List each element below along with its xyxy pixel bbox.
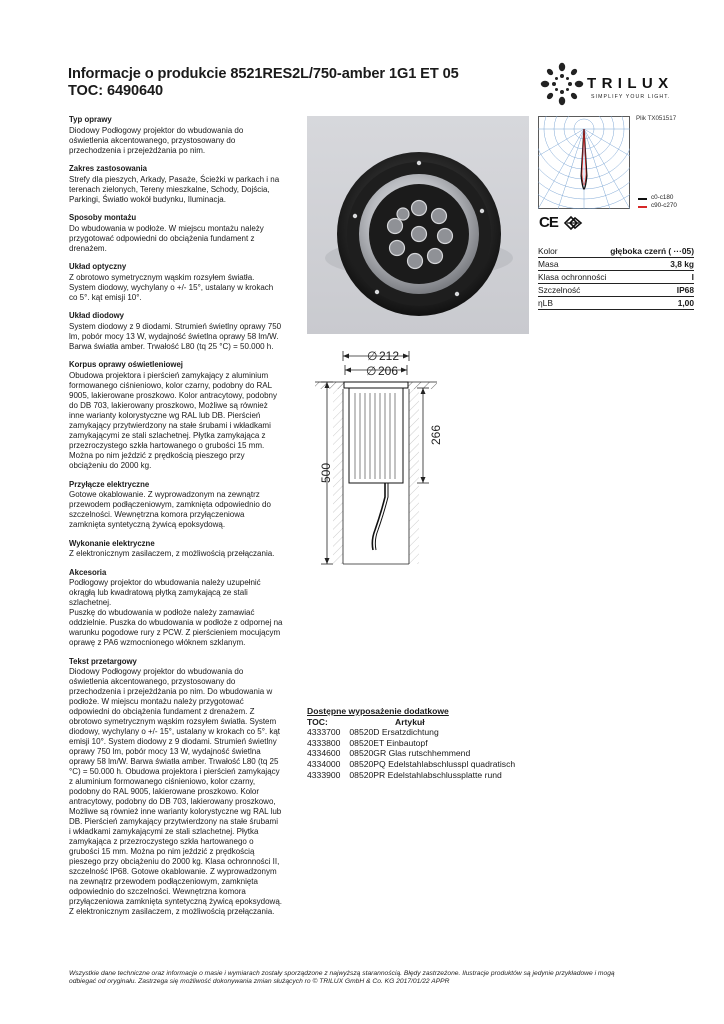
section-heading: Wykonanie elektryczne <box>69 538 155 548</box>
section-heading: Korpus oprawy oświetleniowej <box>69 360 183 370</box>
spec-row-color <box>538 245 694 258</box>
spec-label: Masa <box>538 259 559 269</box>
spec-value: 1,00 <box>677 298 694 308</box>
title-line-toc: TOC: 6490640 <box>68 83 164 99</box>
product-description <box>69 115 301 926</box>
spec-value: I <box>691 272 694 282</box>
accessory-row: 4334000 08520PQ Edelstahlabschlusspl quadratisch <box>307 758 516 769</box>
section-uklad-optyczny <box>69 262 301 303</box>
dim-diameter-symbol-inner: ∅ <box>366 364 377 378</box>
spec-row-protection-class <box>538 271 694 284</box>
dim-total-height: 500 <box>319 462 333 483</box>
section-text: Z elektronicznym zasilaczem, z możliwością przełączania. <box>69 549 275 559</box>
legend-item-c0-c180: c0-c180 <box>638 194 677 202</box>
section-wykonanie-elektryczne <box>69 539 301 560</box>
spec-value: 3,8 kg <box>670 259 694 269</box>
spec-row-ip-rating <box>538 284 694 297</box>
dim-inner-diameter: 206 <box>378 364 399 378</box>
col-article-header: Artykuł <box>395 716 425 727</box>
photometric-file-label: Plik TX051517 <box>636 115 677 122</box>
section-heading: Tekst przetargowy <box>69 656 137 666</box>
section-heading: Sposoby montażu <box>69 213 137 223</box>
dimension-drawing <box>305 345 525 580</box>
legend-item-c90-c270: c90-c270 <box>638 202 677 210</box>
section-text: Diodowy Podłogowy projektor do wbudowania do oświetlenia akcentowanego, przystosowany do przechodzenia i przejeżdżania po nim. Do wbudowania w podłoże. W miejscu montażu należy przygotować odpowiedni do obciążenia fundament z drenażem. Z obrotowo symetrycznym wąskim rozsyłem światła. System diodowy, wychylany o +/- 15°, ustalany w krokach co 5°. kąt emisji 10°. System diodowy z 9 diodami. Strumień świetlny oprawy 750 lm, pobór mocy 13 W, wydajność świetlna oprawy 58 lm/W. Barwa światła amber. Trwałość L80 (tq 25 °C) = 50.000 h. Obudowa projektora i pierścień zamykający z aluminium formowanego ciśnieniowo, kolor czarny, podobny do RAL 9005, lakierowane proszkowo. Kolor antracytowy, podobny do DB 703, lakierowany proszkowo, Możliwe są również inne warianty kolorystyczne wg RAL lub DB. Pierścień zamykający przytwierdzony na stałe śrubami i wkładkami zamykającymi ze stali szlachetnej. Płytka zamykająca z przezroczystego szkła hartowanego o grubości 15 mm. Można po nim jeździć z prędkością pieszego przy obciążeniu do 2000 kg. Klasa ochronności II, szczelność IP68. Gotowe okablowanie. Z wyprowadzonym na zewnątrz przewodem podłączeniowym, zamknięta odpowiednio do szczelności. Wewnętrzna komora przyłączeniowa zamknięta syntetyczną żywicą epoksydową. Z elektronicznym zasilaczem, z możliwością przełączania. <box>69 667 282 917</box>
footer-line: Wszystkie dane techniczne oraz informacje o masie i wymiarach zostały sporządzone z najwyższą starannością. Błędy zastrzeżone. Ilustracje produktów są jedynie przykładowe i mogą <box>69 970 615 977</box>
section-heading: Układ diodowy <box>69 311 125 321</box>
spec-label: Kolor <box>538 246 558 256</box>
accessory-row: 4334600 08520GR Glas rutschhemmend <box>307 748 471 759</box>
section-akcesoria <box>69 568 301 649</box>
section-heading: Układ optyczny <box>69 262 127 272</box>
footer-disclaimer <box>69 970 699 987</box>
accessories-header <box>307 717 557 728</box>
section-heading: Zakres zastosowania <box>69 164 148 174</box>
ce-mark: CE <box>539 214 558 231</box>
accessory-row: 4333700 08520D Ersatzdichtung <box>307 727 439 738</box>
spec-row-mass <box>538 258 694 271</box>
enec-mark-icon <box>563 215 583 231</box>
section-text: Gotowe okablowanie. Z wyprowadzonym na zewnątrz przewodem podłączeniowym, zamknięta odpowiednio do szczelności. Wewnętrzna komora przyłączeniowa zamknięta syntetyczną żywicą epoksydową. <box>69 490 271 530</box>
logo-wordmark: TRILUX <box>587 75 674 92</box>
polar-legend <box>638 194 677 210</box>
spec-value: głęboka czerń ( ···05) <box>610 246 694 256</box>
certification-marks <box>539 214 599 234</box>
accessories-title: Dostępne wyposażenie dodatkowe <box>307 706 449 716</box>
footer-line: odbiegać od oryginału. Zastrzega się możliwość dokonywania zmian służących ro © TRILUX GmbH & Co. KG 2017/01/22 APPR <box>69 978 450 986</box>
section-korpus-oprawy <box>69 360 301 471</box>
product-photo <box>307 116 529 334</box>
section-przylacze-elektryczne <box>69 480 301 531</box>
starburst-logo-icon <box>540 62 584 106</box>
spec-row-efficiency <box>538 297 694 310</box>
section-heading: Przyłącze elektryczne <box>69 479 150 489</box>
section-text: Obudowa projektora i pierścień zamykający z aluminium formowanego ciśnieniowo, kolor czarny, podobny do RAL 9005, lakierowane proszkowo. Kolor antracytowy, podobny do DB 703, lakierowany proszkowo, Możliwe są również inne warianty kolorystyczne wg RAL lub DB. Pierścień zamykający przytwierdzony na stałe śrubami i wkładkami zamykającymi ze stali szlachetnej. Płytka zamykająca z przezroczystego szkła hartowanego o grubości 15 mm. Można po nim jeździć z prędkością pieszego przy obciążeniu do 2000 kg. <box>69 370 277 470</box>
section-uklad-diodowy <box>69 311 301 352</box>
luminaire-image <box>307 116 529 334</box>
section-sposoby-montazu <box>69 213 301 254</box>
section-text: Z obrotowo symetrycznym wąskim rozsyłem światła. System diodowy, wychylany o +/- 15°, ustalany w krokach co 5°. kąt emisji 10°. <box>69 272 274 302</box>
section-text: Strefy dla pieszych, Arkady, Pasaże, Ścieżki w parkach i na terenach zielonych, Tereny mieszkalne, Schody, Dojścia, Parkingi, Światło wokół budynku, Iluminacja. <box>69 174 280 204</box>
product-title <box>68 66 508 100</box>
section-heading: Typ oprawy <box>69 115 112 124</box>
accessory-row: 4333800 08520ET Einbautopf <box>307 737 428 748</box>
section-tekst-przetargowy <box>69 657 301 918</box>
logo-tagline: SIMPLIFY YOUR LIGHT. <box>591 94 671 100</box>
dim-outer-diameter: 212 <box>379 349 400 363</box>
spec-label: Szczelność <box>538 285 581 295</box>
section-text: System diodowy z 9 diodami. Strumień świetlny oprawy 750 lm, pobór mocy 13 W, wydajność świetlna oprawy 58 lm/W. Barwa światła amber. Trwałość L80 (tq 25 °C) = 50.000 h. <box>69 321 282 351</box>
section-heading: Akcesoria <box>69 567 107 577</box>
spec-value: IP68 <box>676 285 694 295</box>
spec-table <box>538 245 694 310</box>
dim-diameter-symbol: ∅ <box>367 349 378 363</box>
section-text: Podłogowy projektor do wbudowania należy uzupełnić okrągłą lub kwadratową płytką zamykającą ze stali szlachetnej. Puszkę do wbudowania w podłoże należy zamawiać oddzielnie. Puszka do wbudowania w podłoże z odpornej na warunku pogodowe rury z PCW. Z pierścieniem mocującym oprawę z PA6 wzmocnionego włóknem szklanym. <box>69 578 283 648</box>
section-text: Do wbudowania w podłoże. W miejscu montażu należy przygotować odpowiedni do obciążenia fundament z drenażem. <box>69 223 264 253</box>
legend-swatch-black <box>638 198 647 200</box>
col-toc-header: TOC: <box>307 716 328 727</box>
dim-body-height: 266 <box>429 424 443 445</box>
spec-label: ηLB <box>538 298 553 308</box>
accessory-row: 4333900 08520PR Edelstahlabschlussplatte rund <box>307 769 502 780</box>
legend-swatch-red <box>638 206 647 208</box>
polar-light-distribution-diagram <box>538 116 630 209</box>
section-text: Diodowy Podłogowy projektor do wbudowania do oświetlenia akcentowanego, przystosowany do przechodzenia i przejeżdżania po nim. <box>69 125 244 155</box>
title-line-product: Informacje o produkcie 8521RES2L/750-amber 1G1 ET 05 <box>68 66 459 82</box>
spec-label: Klasa ochronności <box>538 272 607 282</box>
section-zakres-zastosowania <box>69 164 301 205</box>
trilux-logo <box>540 62 690 106</box>
section-typ-oprawy <box>69 115 301 156</box>
accessories-list <box>307 706 557 780</box>
